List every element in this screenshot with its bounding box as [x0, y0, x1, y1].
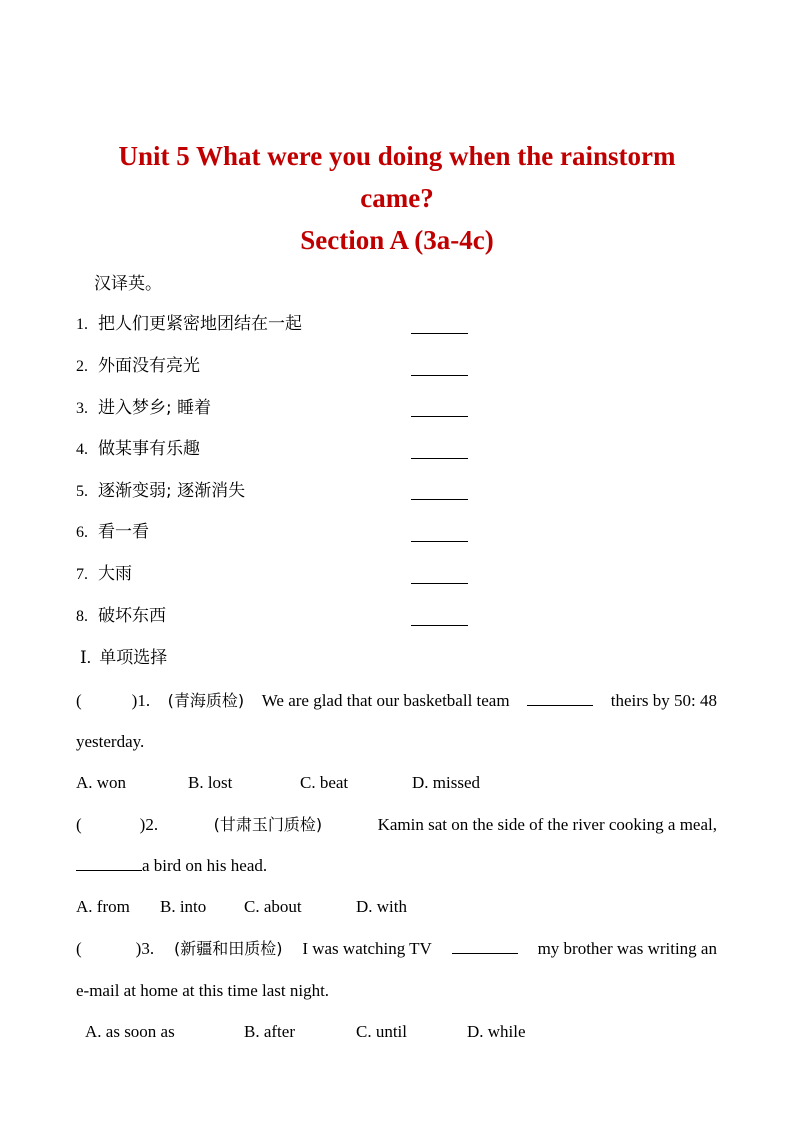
option-b[interactable]: B. lost — [188, 773, 233, 792]
item-text: 把人们更紧密地团结在一起 — [98, 314, 302, 334]
option-a[interactable]: A. as soon as — [85, 1022, 175, 1041]
item-text: 破坏东西 — [98, 606, 166, 626]
question-text: Kamin sat on the side of the river cooking a meal, — [377, 815, 717, 834]
item-text: 外面没有亮光 — [98, 356, 200, 376]
item-number: 6. — [76, 524, 88, 541]
answer-blank[interactable] — [411, 583, 468, 584]
section-title: Section A (3a-4c) — [300, 225, 494, 255]
question-3-line-2: e-mail at home at this time last night. — [76, 981, 330, 1000]
item-text: 逐渐变弱; 逐渐消失 — [98, 481, 246, 501]
answer-blank[interactable] — [411, 416, 468, 417]
question-source: (青海质检) — [167, 691, 245, 710]
item-number: 5. — [76, 483, 88, 500]
question-text: my brother was writing an — [537, 939, 717, 958]
answer-blank[interactable] — [411, 333, 468, 334]
answer-blank[interactable] — [411, 375, 468, 376]
option-a[interactable]: A. from — [76, 897, 130, 916]
option-c[interactable]: C. beat — [300, 773, 349, 792]
question-source: (新疆和田质检) — [173, 939, 283, 958]
question-source: (甘肃玉门质检) — [213, 815, 323, 834]
question-text: theirs by 50: 48 — [610, 691, 717, 710]
answer-blank[interactable] — [411, 499, 468, 500]
item-number: 7. — [76, 566, 88, 583]
question-1-line-2: yesterday. — [76, 732, 145, 751]
question-text: We are glad that our basketball team — [261, 691, 510, 710]
item-text: 做某事有乐趣 — [98, 439, 200, 459]
item-text: 进入梦乡; 睡着 — [98, 398, 212, 418]
section-roman-numeral: Ⅰ. — [80, 648, 91, 667]
question-1-line-1 — [76, 692, 717, 709]
section-heading — [80, 649, 167, 667]
option-c[interactable]: C. until — [356, 1022, 408, 1041]
answer-blank[interactable] — [527, 693, 593, 706]
answer-bracket[interactable]: ( )1. — [76, 691, 151, 710]
section-label: 单项选择 — [99, 648, 168, 668]
answer-bracket[interactable]: ( )2. — [76, 815, 159, 834]
option-b[interactable]: B. after — [244, 1022, 295, 1041]
question-text: I was watching TV — [302, 939, 432, 958]
title-line-2: came? — [360, 183, 434, 213]
option-a[interactable]: A. won — [76, 773, 127, 792]
instruction: 汉译英。 — [94, 274, 162, 294]
item-number: 4. — [76, 441, 88, 458]
item-text: 大雨 — [98, 564, 132, 584]
question-2-line-2 — [76, 857, 717, 874]
option-d[interactable]: D. with — [356, 897, 407, 916]
answer-blank[interactable] — [452, 941, 518, 954]
question-2-line-1 — [76, 816, 717, 833]
option-d[interactable]: D. missed — [412, 773, 480, 792]
item-text: 看一看 — [98, 522, 149, 542]
question-text: a bird on his head. — [142, 856, 268, 875]
item-number: 8. — [76, 608, 88, 625]
title-line-1: Unit 5 What were you doing when the rainstorm — [118, 141, 676, 171]
option-c[interactable]: C. about — [244, 897, 302, 916]
answer-bracket[interactable]: ( )3. — [76, 939, 155, 958]
item-number: 2. — [76, 358, 88, 375]
option-b[interactable]: B. into — [160, 897, 207, 916]
item-number: 3. — [76, 400, 88, 417]
item-number: 1. — [76, 316, 88, 333]
option-d[interactable]: D. while — [467, 1022, 526, 1041]
answer-blank[interactable] — [411, 541, 468, 542]
answer-blank[interactable] — [411, 458, 468, 459]
answer-blank[interactable] — [411, 625, 468, 626]
question-3-line-1 — [76, 940, 717, 957]
answer-blank[interactable] — [76, 858, 142, 871]
